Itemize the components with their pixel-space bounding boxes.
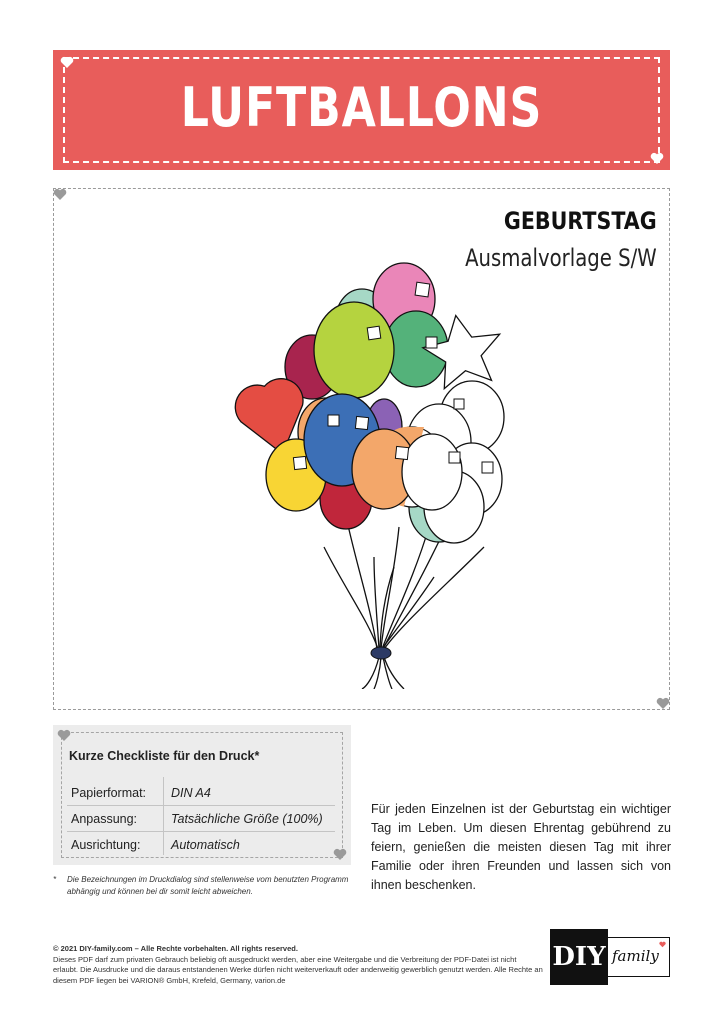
- checklist-label: Papierformat:: [71, 786, 147, 800]
- balloon-bouquet-illustration: [234, 257, 524, 689]
- heart-icon: [650, 152, 664, 165]
- footnote-text: Die Bezeichnungen im Druckdialog sind stellenweise vom benutzten Programm abhängig und können bei dir somit leicht abweichen.: [67, 875, 349, 896]
- heart-icon: [60, 56, 74, 69]
- checklist-table: [67, 780, 335, 858]
- print-checklist: [53, 725, 351, 865]
- checklist-label: Ausrichtung:: [71, 838, 141, 852]
- logo-word: family: [612, 947, 659, 965]
- description-text: Für jeden Einzelnen ist der Geburtstag ein wichtiger Tag im Leben. Um diesen Ehrentag gebührend zu feiern, genießen die meisten diesen Tag mit ihrer Familie oder ihren Freunden und lassen sich von ihnen beschenken.: [371, 802, 671, 892]
- page-title: LUFTBALLONS: [180, 76, 543, 139]
- heart-icon: [53, 188, 67, 201]
- heart-icon: [659, 941, 666, 948]
- heart-icon: [333, 848, 347, 861]
- illustration-frame: [53, 188, 670, 710]
- footnote-marker: *: [53, 875, 57, 884]
- checklist-value: Automatisch: [171, 838, 240, 852]
- checklist-title: Kurze Checkliste für den Druck*: [69, 749, 260, 763]
- heart-icon: [656, 697, 670, 710]
- checklist-value: Tatsächliche Größe (100%): [171, 812, 323, 826]
- title-banner: [53, 50, 670, 170]
- category-heading: GEBURTSTAG: [504, 207, 657, 235]
- checklist-row: [67, 832, 335, 858]
- subtitle: Ausmalvorlage S/W: [465, 244, 657, 272]
- copyright-line: © 2021 DIY-family.com – Alle Rechte vorbehalten. All rights reserved.: [53, 944, 298, 953]
- checklist-row: [67, 780, 335, 806]
- copyright-text: Dieses PDF darf zum privaten Gebrauch beliebig oft ausgedruckt werden, aber eine Weitergabe und die Verbreitung der PDF-Datei ist nicht erlaubt. Die Ausdrucke und die daraus entstandenen Werke dürfen nicht weiterverkauft oder anderweitig gewerblich genutzt werden. Alle Rechte an diesem PDF liegen bei VARION® GmbH, Krefeld, Germany, varion.de: [53, 954, 543, 985]
- checklist-value: DIN A4: [171, 786, 211, 800]
- heart-icon: [57, 729, 71, 742]
- checklist-label: Anpassung:: [71, 812, 138, 826]
- checklist-row: [67, 806, 335, 832]
- diy-family-logo: [550, 929, 670, 985]
- logo-word-box: [608, 937, 670, 977]
- print-footnote: [53, 874, 353, 898]
- logo-mark: DIY: [550, 929, 608, 985]
- copyright-notice: [53, 944, 543, 986]
